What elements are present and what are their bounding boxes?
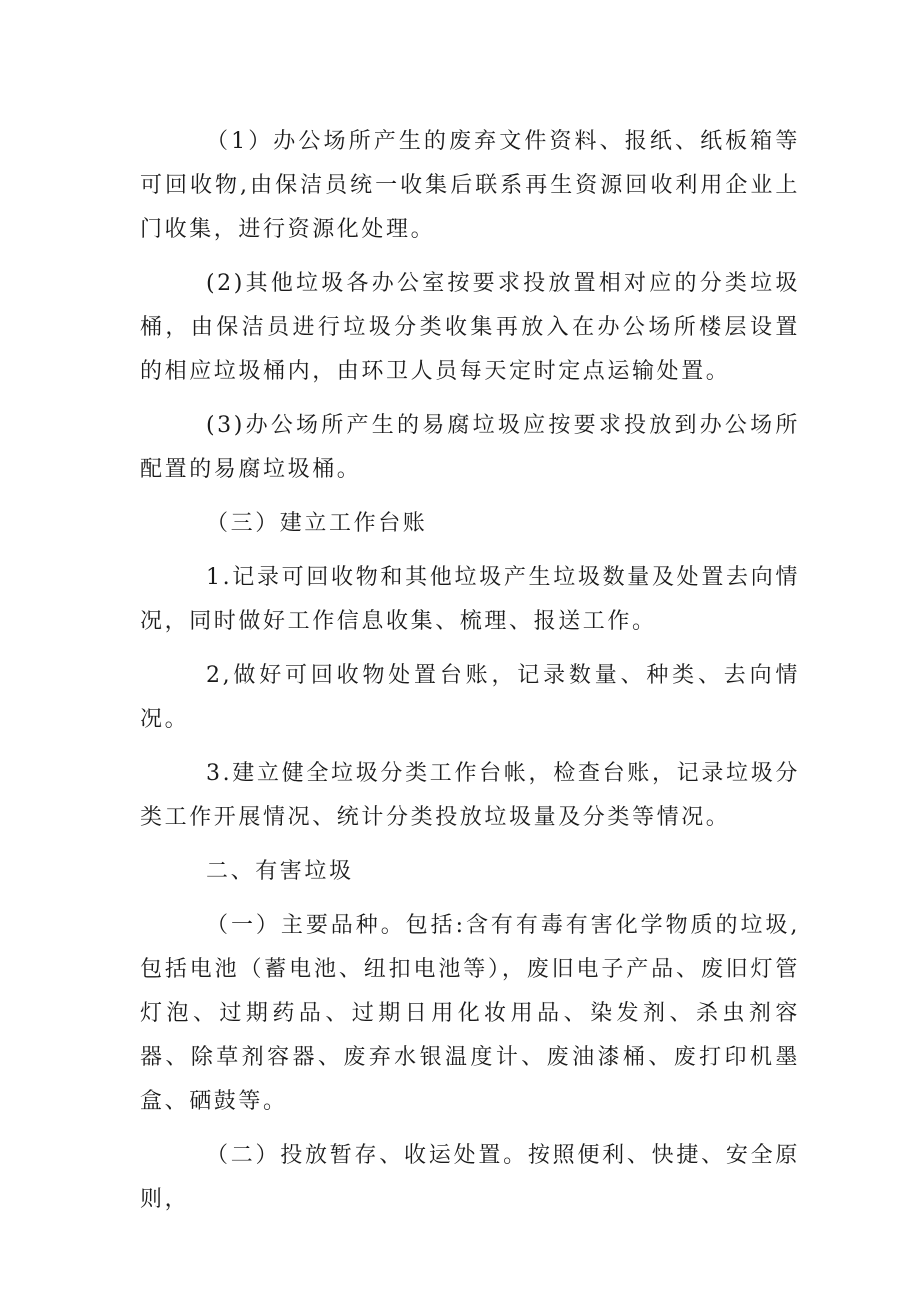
- paragraph-hazardous-disposal: （二）投放暂存、收运处置。按照便利、快捷、安全原则，: [140, 1143, 800, 1212]
- section-heading-ledger: （三）建立工作台账: [206, 511, 428, 536]
- paragraph-ledger-item-2: 2,做好可回收物处置台账，记录数量、种类、去向情况。: [140, 663, 800, 732]
- paragraph-ledger-item-1: 1.记录可回收物和其他垃圾产生垃圾数量及处置去向情况，同时做好工作信息收集、梳理、报送工作。: [140, 565, 800, 634]
- paragraph-other-waste: (2)其他垃圾各办公室按要求投放置相对应的分类垃圾桶，由保洁员进行垃圾分类收集再放入在办公场所楼层设置的相应垃圾桶内，由环卫人员每天定时定点运输处置。: [140, 271, 800, 384]
- paragraph-perishable-waste: (3)办公场所产生的易腐垃圾应按要求投放到办公场所配置的易腐垃圾桶。: [140, 413, 800, 482]
- section-heading-hazardous-waste: 二、有害垃圾: [206, 859, 354, 884]
- document-body: [140, 120, 800, 1232]
- paragraph-hazardous-types: （一）主要品种。包括:含有有毒有害化学物质的垃圾,包括电池（蓄电池、纽扣电池等），废旧电子产品、废旧灯管灯泡、过期药品、过期日用化妆用品、染发剂、杀虫剂容器、除草剂容器、废弃水银温度计、废油漆桶、废打印机墨盒、硒鼓等。: [140, 913, 800, 1114]
- paragraph-ledger-item-3: 3.建立健全垃圾分类工作台帐，检查台账，记录垃圾分类工作开展情况、统计分类投放垃圾量及分类等情况。: [140, 761, 800, 830]
- paragraph-recyclables-office: （1）办公场所产生的废弃文件资料、报纸、纸板箱等可回收物,由保洁员统一收集后联系再生资源回收利用企业上门收集，进行资源化处理。: [140, 129, 800, 242]
